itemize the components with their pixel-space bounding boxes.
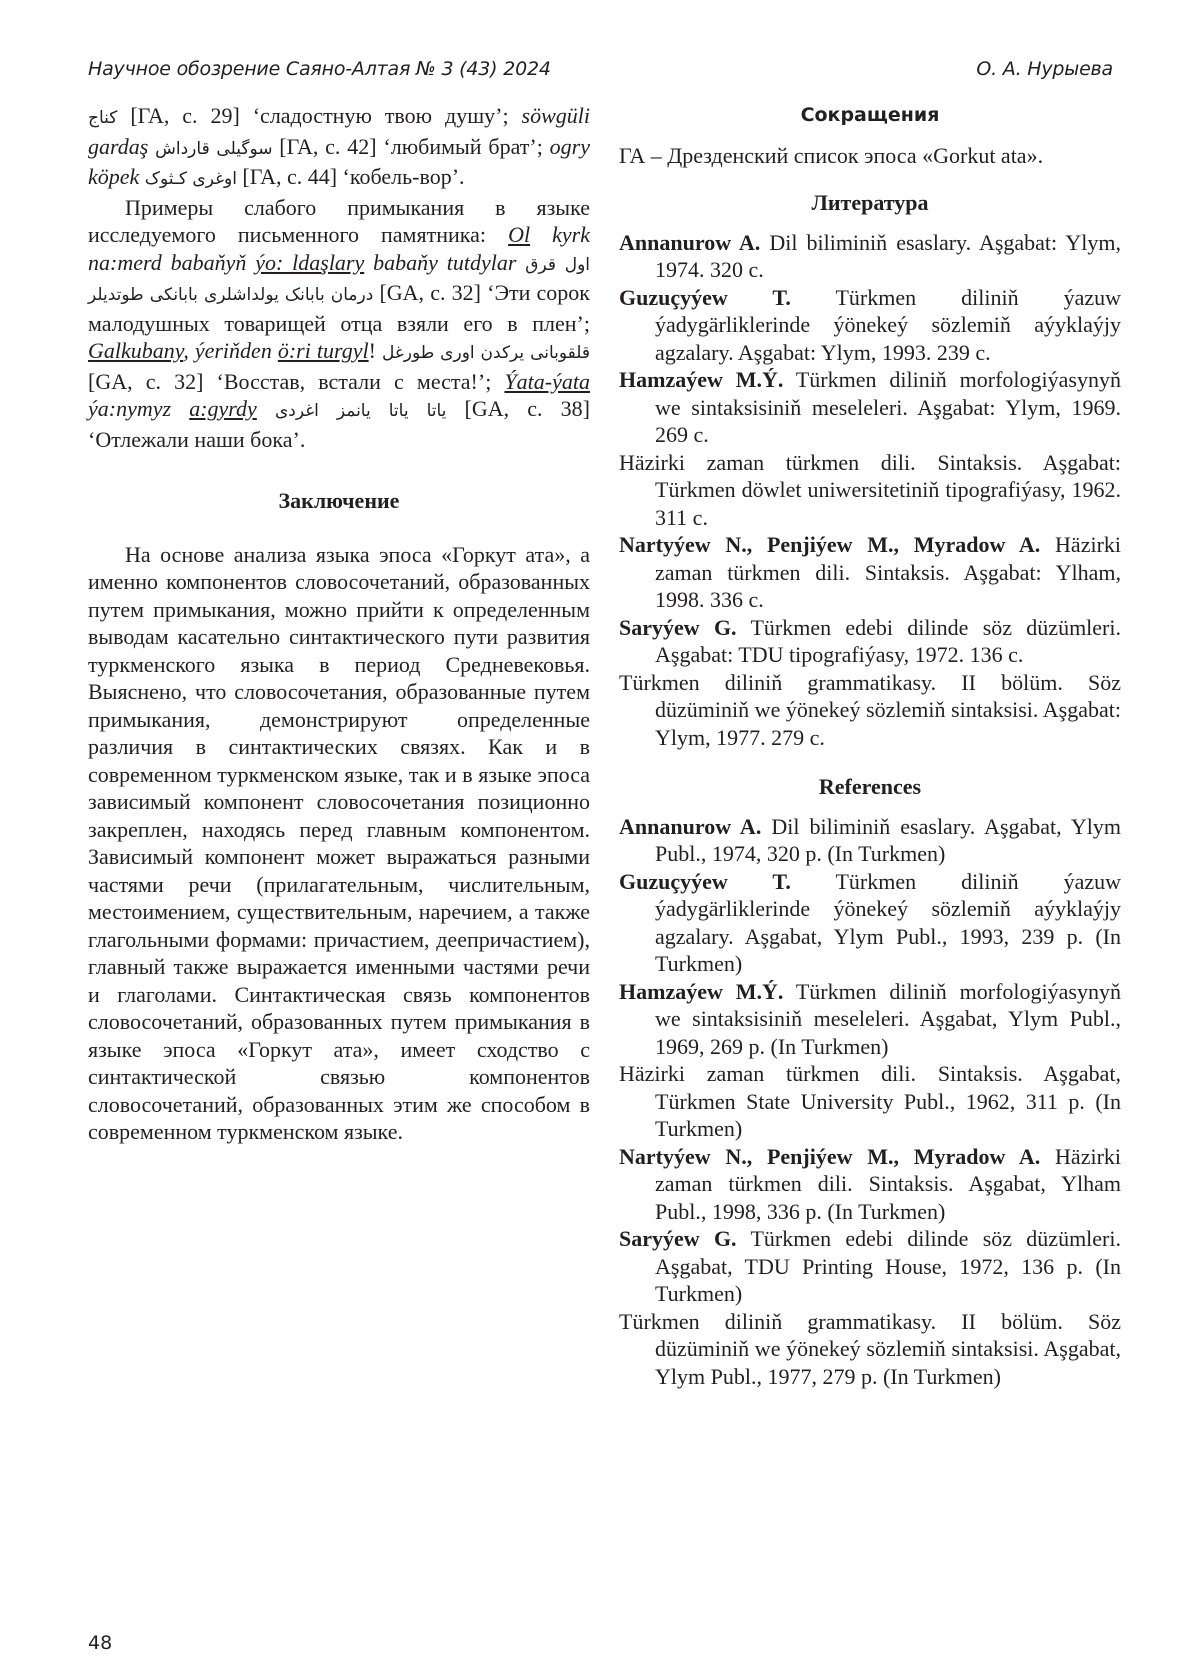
literature-list [619, 229, 1121, 752]
left-column [88, 102, 590, 1146]
running-head-journal: Научное обозрение Саяно-Алтая № 3 (43) 2024 [88, 58, 551, 80]
literature-item: Häzirki zaman türkmen dili. Sintaksis. Aşgabat: Türkmen döwlet uniwersitetiniň tipografiýasy, 1962. 311 с. [619, 449, 1121, 530]
paragraph-weak-adjacency: Примеры слабого примыкания в языке исследуемого письменного памятника: Ol kyrk na:merd babaňyň ýo: ldaşlary babaňy tutdylar اول قرق درمان بابانک یولداشلری بابانکی طوتدیلر [GA, с. 32] ‘Эти сорок малодушных товарищей отца взяли его в плен’; Galkubany, ýeriňden ö:ri turgyl! قلقوبانی یرکدن اوری طورغل [GA, с. 32] ‘Восстав, встали с места!’; Ýata-ýata ýa:nymyz a:gyrdy یاتا یاتا یانمز اغردی [GA, с. 38] ‘Отлежали наши бока’. [88, 194, 591, 452]
running-head-author: О. А. Нурыева [976, 58, 1113, 80]
section-title-conclusion: Заключение [278, 488, 400, 513]
abbreviation-entry: ГА – Дрезденский список эпоса «Gorkut ata». [619, 142, 1044, 168]
right-column [619, 102, 1121, 1390]
literature-item: Guzuçyýew T. Türkmen diliniň ýazuw ýadygärliklerinde ýönekeý sözlemiň aýyklaýjy agzalary. Aşgabat: Ylym, 1993. 239 с. [619, 284, 1121, 365]
reference-item: Annanurow A. Dil biliminiň esaslary. Aşgabat, Ylym Publ., 1974, 320 p. (In Turkmen) [619, 813, 1122, 866]
literature-item: Hamzaýew M.Ý. Türkmen diliniň morfologiýasynyň we sintaksisiniň meseleleri. Aşgabat: Ylym, 1969. 269 с. [619, 367, 1121, 447]
reference-item: Guzuçyýew T. Türkmen diliniň ýazuw ýadygärliklerinde ýönekeý sözlemiň aýyklaýjy agzalary. Aşgabat, Ylym Publ., 1993, 239 p. (In Turkmen) [619, 868, 1121, 976]
paragraph-conclusion: На основе анализа языка эпоса «Горкут ата», а именно компонентов словосочетаний, образованных путем примыкания, можно прийти к определенным выводам касательно синтактического пути развития туркменского языка в период Средневековья. Выяснено, что словосочетания, образованные путем примыкания, демонстрируют определенные различия в синтактических связях. Как и в современном туркменском языке, так и в языке эпоса зависимый компонент словосочетания позиционно закреплен, находясь перед главным компонентом. Зависимый компонент может выражаться разными частями речи (прилагательным, числительным, местоимением, существительным, наречием, а также глагольными формами: причастием, деепричастием), главный также выражается именными частями речи и глаголами. Синтактическая связь компонентов словосочетаний, образованных путем примыкания в языке эпоса «Горкут ата», имеет сходство с синтактической связью компонентов словосочетаний, образованных этим же способом в современном туркменском языке. [88, 541, 590, 1144]
literature-item: Türkmen diliniň grammatikasy. II bölüm. Söz düzüminiň we ýönekeý sözlemiň sintaksisi. Aşgabat: Ylym, 1977. 279 с. [619, 669, 1121, 750]
section-title-literature: Литература [811, 190, 929, 215]
page-number: 48 [88, 1632, 113, 1654]
reference-item: Saryýew G. Türkmen edebi dilinde söz düzümleri. Aşgabat, TDU Printing House, 1972, 136 p. (In Turkmen) [619, 1226, 1122, 1306]
reference-item: Häzirki zaman türkmen dili. Sintaksis. Aşgabat, Türkmen State University Publ., 1962, 311 p. (In Turkmen) [619, 1061, 1121, 1141]
reference-item: Türkmen diliniň grammatikasy. II bölüm. Söz düzüminiň we ýönekeý sözlemiň sintaksisi. Aşgabat, Ylym Publ., 1977, 279 p. (In Turkmen) [619, 1308, 1121, 1389]
paragraph-examples-end: کناج [ГА, с. 29] ‘сладостную твою душу’; söwgüli gardaş سوگیلی قارداش [ГА, с. 42] ‘любимый брат’; ogry köpek اوغری کـثوک [ГА, с. 44] ‘кобель-вор’. [88, 103, 590, 189]
literature-item: Saryýew G. Türkmen edebi dilinde söz düzümleri. Aşgabat: TDU tipografiýasy, 1972. 136 с. [619, 614, 1122, 667]
literature-item: Nartyýew N., Penjiýew M., Myradow A. Häzirki zaman türkmen dili. Sintaksis. Aşgabat: Ylham, 1998. 336 с. [619, 532, 1122, 612]
section-title-references: References [818, 774, 922, 799]
literature-item: Annanurow A. Dil biliminiň esaslary. Aşgabat: Ylym, 1974. 320 с. [619, 229, 1121, 282]
references-list [619, 813, 1121, 1391]
section-title-abbreviations: Сокращения [800, 104, 940, 126]
reference-item: Nartyýew N., Penjiýew M., Myradow A. Häzirki zaman türkmen dili. Sintaksis. Aşgabat, Ylham Publ., 1998, 336 p. (In Turkmen) [619, 1143, 1122, 1224]
reference-item: Hamzaýew M.Ý. Türkmen diliniň morfologiýasynyň we sintaksisiniň meseleleri. Aşgabat, Ylym Publ., 1969, 269 p. (In Turkmen) [619, 978, 1121, 1059]
